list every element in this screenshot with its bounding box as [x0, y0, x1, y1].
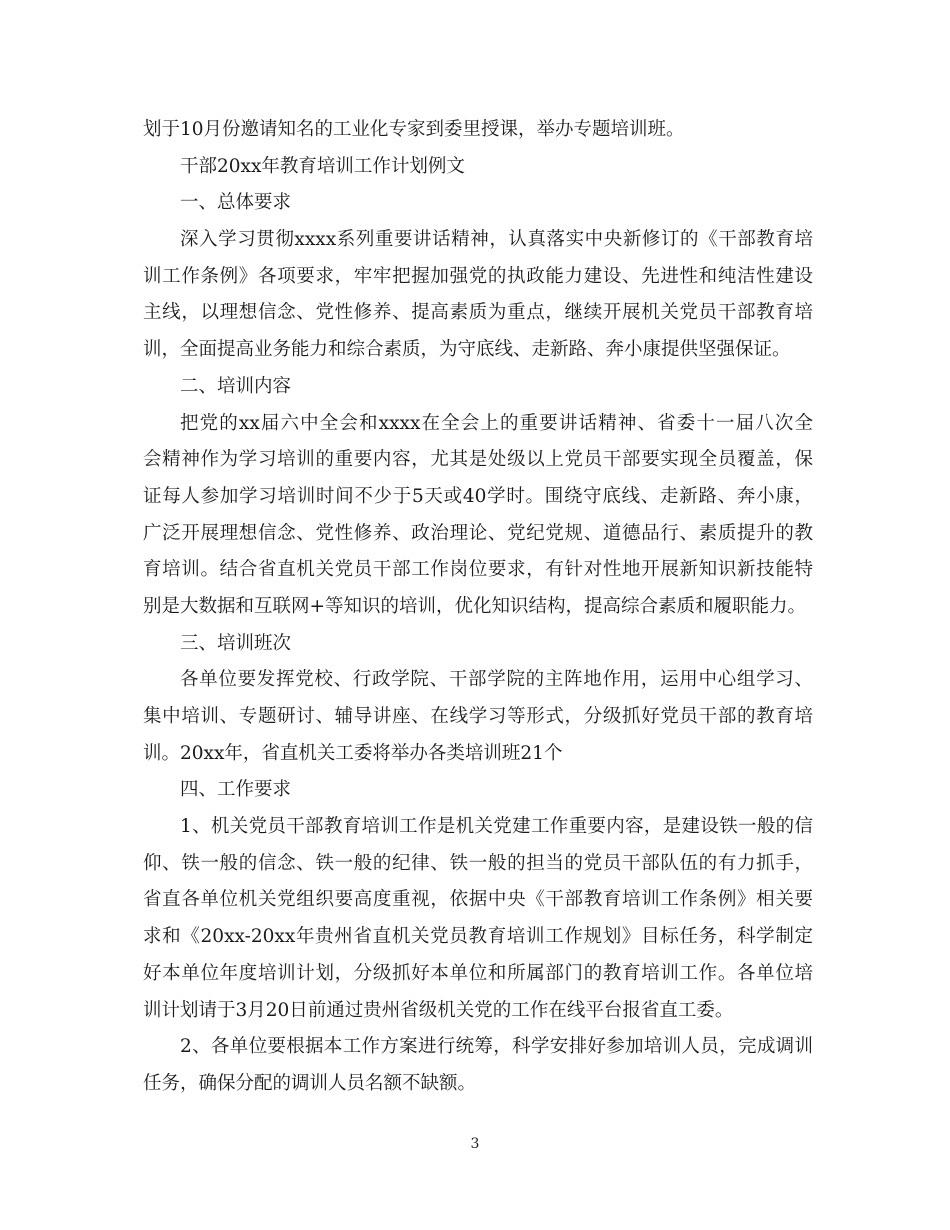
- text-line: 划于10月份邀请知名的工业化专家到委里授课，举办专题培训班。: [143, 119, 685, 140]
- text-line: 深入学习贯彻xxxx系列重要讲话精神，认真落实中央新修订的《干部教育培: [180, 229, 813, 251]
- page-number: 3: [470, 1136, 480, 1152]
- text-line: 主线，以理想信念、党性修养、提高素质为重点，继续开展机关党员干部教育培: [143, 302, 813, 324]
- text-line: 求和《20xx-20xx年贵州省直机关党员教育培训工作规划》目标任务，科学制定: [143, 926, 813, 948]
- document-body: [143, 112, 813, 1103]
- text-line: 各单位要发挥党校、行政学院、干部学院的主阵地作用，运用中心组学习、: [180, 669, 813, 691]
- text-line: 省直各单位机关党组织要高度重视，依据中央《干部教育培训工作条例》相关要: [143, 889, 813, 911]
- text-line: 2、各单位要根据本工作方案进行统筹，科学安排好参加培训人员，完成调训: [180, 1036, 813, 1058]
- text-line: 证每人参加学习培训时间不少于5天或40学时。围绕守底线、走新路、奔小康，: [143, 485, 813, 507]
- section-heading: [143, 772, 813, 809]
- text-line: 二、培训内容: [180, 375, 292, 397]
- section-heading: [143, 149, 813, 186]
- text-line: 别是大数据和互联网+等知识的培训，优化知识结构，提高综合素质和履职能力。: [143, 595, 807, 617]
- section-heading: [143, 626, 813, 663]
- body-paragraph: [143, 1029, 813, 1102]
- text-line: 三、培训班次: [180, 632, 292, 654]
- text-line: 广泛开展理想信念、党性修养、政治理论、党纪党规、道德品行、素质提升的教: [143, 522, 813, 544]
- continuation-paragraph: [143, 112, 813, 149]
- text-line: 一、总体要求: [180, 192, 292, 214]
- text-line: 1、机关党员干部教育培训工作是机关党建工作重要内容，是建设铁一般的信: [180, 816, 813, 838]
- body-paragraph: [143, 406, 813, 626]
- body-paragraph: [143, 662, 813, 772]
- text-line: 育培训。结合省直机关党员干部工作岗位要求，有针对性地开展新知识新技能特: [143, 559, 813, 581]
- body-paragraph: [143, 809, 813, 1029]
- text-line: 好本单位年度培训计划，分级抓好本单位和所属部门的教育培训工作。各单位培: [143, 962, 813, 984]
- text-line: 干部20xx年教育培训工作计划例文: [180, 155, 465, 177]
- text-line: 会精神作为学习培训的重要内容，尤其是处级以上党员干部要实现全员覆盖，保: [143, 449, 813, 471]
- section-heading: [143, 185, 813, 222]
- section-heading: [143, 369, 813, 406]
- text-line: 训。20xx年，省直机关工委将举办各类培训班21个: [143, 742, 563, 764]
- text-line: 训工作条例》各项要求，牢牢把握加强党的执政能力建设、先进性和纯洁性建设: [143, 265, 813, 287]
- text-line: 训，全面提高业务能力和综合素质，为守底线、走新路、奔小康提供坚强保证。: [143, 339, 791, 361]
- text-line: 任务，确保分配的调训人员名额不缺额。: [143, 1072, 477, 1094]
- text-line: 四、工作要求: [180, 779, 292, 801]
- text-line: 训计划请于3月20日前通过贵州省级机关党的工作在线平台报省直工委。: [143, 999, 734, 1021]
- body-paragraph: [143, 222, 813, 369]
- text-line: 把党的xx届六中全会和xxxx在全会上的重要讲话精神、省委十一届八次全: [180, 412, 813, 434]
- text-line: 集中培训、专题研讨、辅导讲座、在线学习等形式，分级抓好党员干部的教育培: [143, 706, 813, 727]
- text-line: 仰、铁一般的信念、铁一般的纪律、铁一般的担当的党员干部队伍的有力抓手，: [143, 852, 813, 874]
